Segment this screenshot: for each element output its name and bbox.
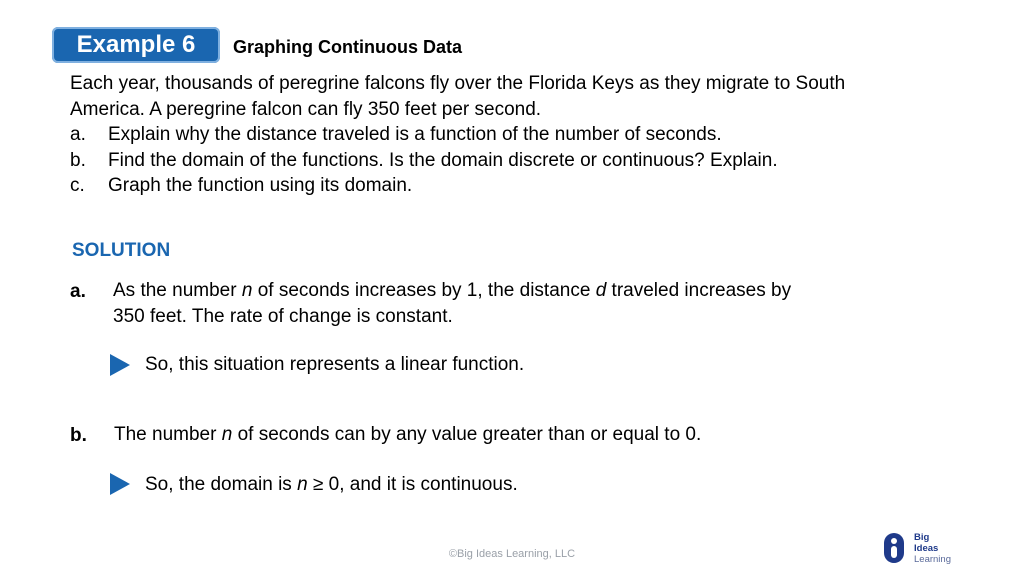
arrow-icon: [110, 354, 130, 376]
example-badge: [52, 27, 220, 63]
problem-item-text: Graph the function using its domain.: [108, 175, 413, 196]
variable-d: d: [595, 280, 607, 301]
text-run: traveled increases by: [606, 280, 792, 301]
problem-item-label: c.: [70, 175, 85, 196]
problem-statement: [70, 71, 970, 199]
example-title: Graphing Continuous Data: [233, 37, 462, 57]
text-run: ≥ 0, and it is continuous.: [307, 474, 518, 495]
problem-item-a: [70, 122, 970, 148]
solution-heading: SOLUTION: [72, 240, 171, 261]
variable-n: n: [221, 424, 233, 445]
problem-item-b: [70, 148, 970, 174]
part-a-conclusion: So, this situation represents a linear function.: [145, 354, 525, 375]
text-run: As the number: [113, 280, 242, 301]
logo-line-1: Big: [914, 532, 930, 543]
part-b-conclusion: [145, 474, 518, 496]
logo-line-3: Learning: [914, 554, 951, 565]
example-badge-label: Example 6: [76, 31, 196, 58]
problem-intro-line-2: America. A peregrine falcon can fly 350 feet per second.: [70, 98, 542, 120]
copyright-footer: ©Big Ideas Learning, LLC: [448, 548, 576, 560]
part-b-label: b.: [70, 425, 87, 446]
variable-n: n: [297, 474, 308, 495]
text-run: of seconds increases by 1, the distance: [252, 280, 596, 301]
text-run: of seconds can by any value greater than or equal to 0.: [232, 424, 702, 445]
part-b-text: [114, 422, 934, 448]
text-run: The number: [114, 424, 222, 445]
part-a-line-1: [113, 278, 933, 304]
logo-mark-icon: [884, 533, 904, 563]
logo-line-2: Ideas: [914, 543, 939, 554]
arrow-icon: [110, 473, 130, 495]
part-a-line-2: 350 feet. The rate of change is constant.: [113, 305, 453, 327]
variable-n: n: [241, 280, 253, 301]
problem-intro-line-1: Each year, thousands of peregrine falcons fly over the Florida Keys as they migrate to South: [70, 73, 846, 94]
part-a-label: a.: [70, 281, 86, 302]
problem-item-text: Explain why the distance traveled is a function of the number of seconds.: [108, 124, 722, 145]
text-run: So, the domain is: [145, 474, 298, 495]
part-a-text: [113, 278, 933, 329]
problem-item-c: [70, 173, 970, 199]
big-ideas-logo: [884, 531, 964, 567]
problem-item-text: Find the domain of the functions. Is the domain discrete or continuous? Explain.: [108, 149, 778, 171]
logo-text: [914, 532, 951, 565]
problem-item-label: a.: [70, 124, 86, 145]
problem-item-label: b.: [70, 149, 86, 171]
